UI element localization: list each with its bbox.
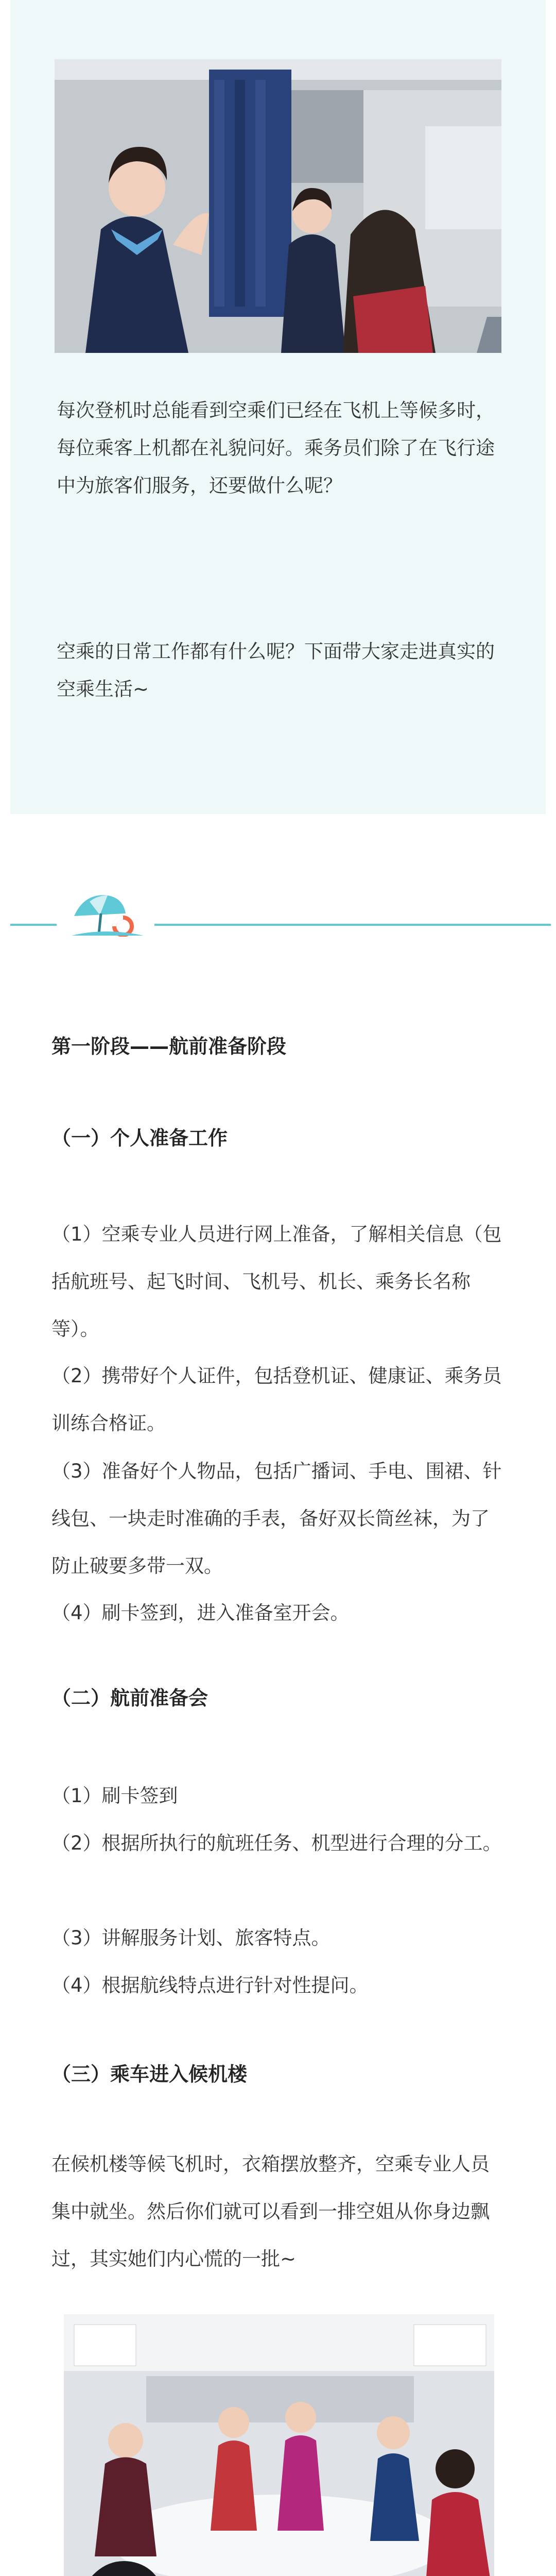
intro-paragraph-1: 每次登机时总能看到空乘们已经在飞机上等候多时，每位乘客上机都在礼貌问好。乘务员们除了在飞行途中为旅客们服务，还要做什么呢？ — [57, 399, 495, 497]
crew-briefing-room-photo — [64, 2314, 494, 2576]
personal-prep-item-1: （1）空乘专业人员进行网上准备，了解相关信息（包括航班号、起飞时间、飞机号、机长、乘务长名称等）。 — [51, 1223, 502, 1340]
cabin-photo-illustration — [55, 59, 501, 353]
briefing-item-1: （1）刷卡签到 — [51, 1785, 178, 1807]
briefing-photo-illustration — [64, 2314, 494, 2576]
personal-prep-item-2: （2）携带好个人证件，包括登机证、健康证、乘务员训练合格证。 — [51, 1365, 502, 1434]
flight-attendant-cabin-photo — [55, 59, 501, 353]
divider-line-left — [10, 924, 57, 926]
stage-1-title: 第一阶段——航前准备阶段 — [51, 1035, 287, 1058]
personal-prep-item-3: （3）准备好个人物品，包括广播词、手电、围裙、针线包、一块走时准确的手表，备好双长筒丝袜，为了防止破要多带一双。 — [51, 1460, 502, 1577]
divider-line-right — [154, 924, 551, 926]
briefing-item-3: （3）讲解服务计划、旅客特点。 — [51, 1927, 331, 1949]
briefing-item-2: （2）根据所执行的航班任务、机型进行合理的分工。 — [51, 1832, 502, 1854]
personal-prep-item-4: （4）刷卡签到，进入准备室开会。 — [51, 1602, 350, 1624]
terminal-title: （三）乘车进入候机楼 — [51, 2063, 248, 2086]
personal-prep-title: （一）个人准备工作 — [51, 1127, 228, 1149]
briefing-meeting-title: （二）航前准备会 — [51, 1687, 208, 1709]
intro-paragraph-2: 空乘的日常工作都有什么呢？下面带大家走进真实的空乘生活~ — [57, 640, 495, 700]
terminal-text: 在候机楼等候飞机时，衣箱摆放整齐，空乘专业人员集中就坐。然后你们就可以看到一排空姐从你身边飘过，其实她们内心慌的一批~ — [51, 2153, 490, 2270]
beach-umbrella-icon — [69, 885, 146, 937]
briefing-item-4: （4）根据航线特点进行针对性提问。 — [51, 1974, 369, 1996]
